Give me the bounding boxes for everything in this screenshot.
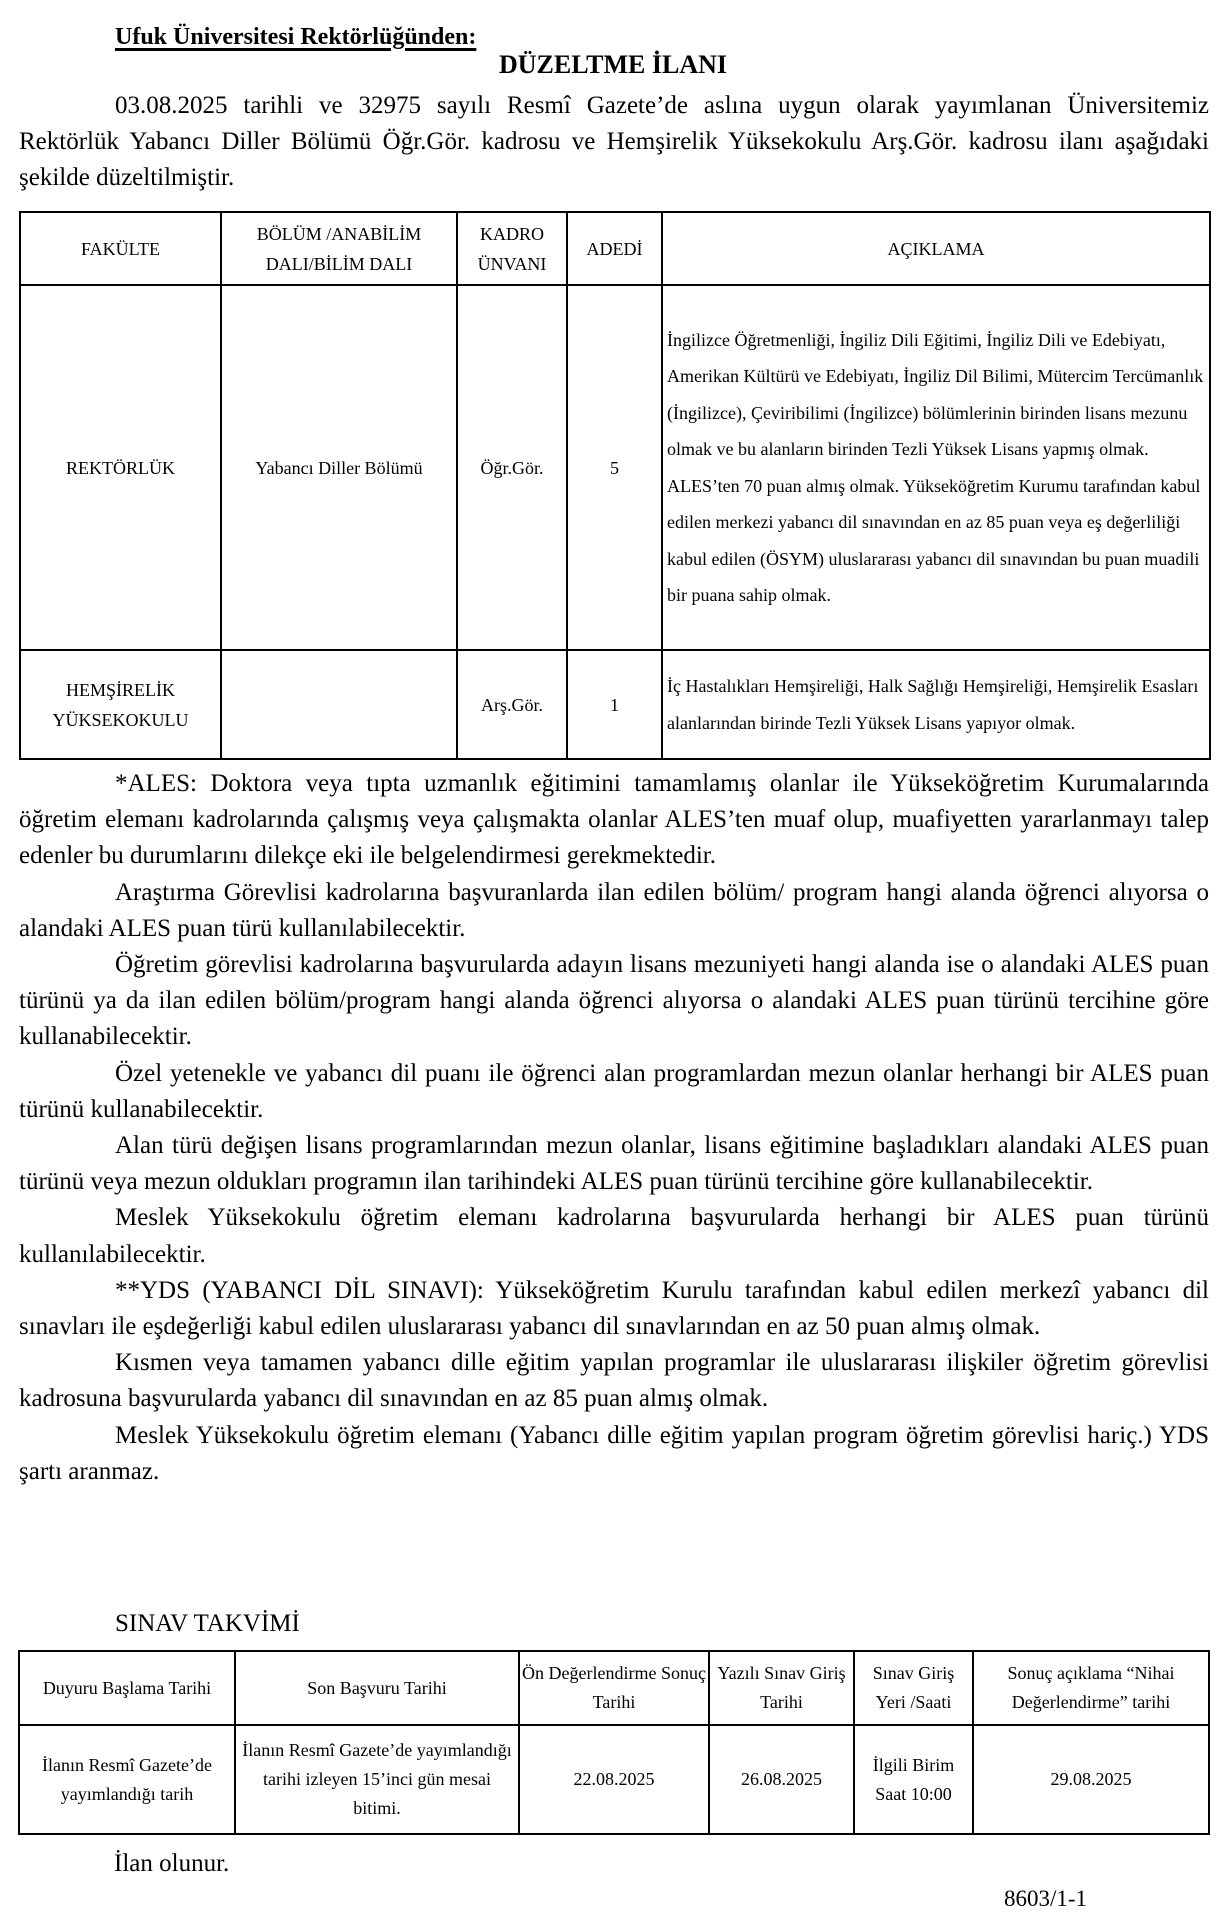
schedule-table [18,1650,1210,1835]
note-field-change: Alan türü değişen lisans programlarından mezun olanlar, lisans eğitimine başladıkları alandaki ALES puan türünü veya mezun oldukları programın ilan tarihindeki ALES puan türünü tercihine göre kullanabilecektir. [19,1132,1209,1196]
cell-department: Yabancı Diller Bölümü [221,285,457,650]
cell-faculty: REKTÖRLÜK [20,285,221,650]
schedule-row [19,1725,1209,1834]
header-application-deadline: Son Başvuru Tarihi [235,1651,519,1725]
note-yds: **YDS (YABANCI DİL SINAVI): Yükseköğretim Kurulu tarafından kabul edilen merkezî yabancı dil sınavları ile eşdeğerliği kabul edilen uluslararası yabancı dil sınavlarından en az 50 puan almış olmak. [19,1276,1209,1341]
cell-faculty: HEMŞİRELİK YÜKSEKOKULU [20,650,221,759]
cell-preliminary-result: 22.08.2025 [519,1725,709,1834]
cell-final-result: 29.08.2025 [973,1725,1209,1834]
note-ales-exemption: *ALES: Doktora veya tıpta uzmanlık eğitimini tamamlamış olanlar ile Yükseköğretim Kurumalarında öğretim elemanı kadrolarında çalışmış veya çalışmakta olanlar ALES’ten muaf olup, muafiyetten yararlanmayı talep edenler bu durumlarını dilekçe eki ile belgelendirmesi gerekmektedir. [19,770,1209,870]
note-vocational-ales: Meslek Yüksekokulu öğretim elemanı kadrolarına başvurularda herhangi bir ALES puan türünü kullanılabilecektir. [19,1204,1209,1268]
header-final-result: Sonuç açıklama “Nihai Değerlendirme” tarihi [973,1651,1209,1725]
header-description: AÇIKLAMA [662,212,1210,285]
schedule-header-row [19,1651,1209,1725]
cell-exam-location-time: İlgili Birim Saat 10:00 [854,1725,973,1834]
cell-count: 5 [567,285,662,650]
cell-title: Arş.Gör. [457,650,567,759]
cell-announcement-start: İlanın Resmî Gazete’de yayımlandığı tarih [19,1725,235,1834]
closing-text: İlan olunur. [114,1850,230,1877]
schedule-title: SINAV TAKVİMİ [115,1610,300,1637]
positions-table [19,211,1211,760]
cell-department [221,650,457,759]
cell-description: İç Hastalıkları Hemşireliği, Halk Sağlığı Hemşireliği, Hemşirelik Esasları alanlarından birinde Tezli Yüksek Lisans yapıyor olmak. [662,650,1210,759]
header-title: KADRO ÜNVANI [457,212,567,285]
header-announcement-start: Duyuru Başlama Tarihi [19,1651,235,1725]
table-row [20,650,1210,759]
header-count: ADEDİ [567,212,662,285]
intro-paragraph: 03.08.2025 tarihli ve 32975 sayılı Resmî Gazete’de aslına uygun olarak yayımlanan Üniversitemiz Rektörlük Yabancı Diller Bölümü Öğr.Gör. kadrosu ve Hemşirelik Yüksekokulu Arş.Gör. kadrosu ilanı aşağıdaki şekilde düzeltilmiştir. [19,92,1209,192]
notes-section [0,766,1226,1490]
note-special-talent: Özel yetenekle ve yabancı dil puanı ile öğrenci alan programlardan mezun olanlar herhangi bir ALES puan türünü kullanabilecektir. [19,1059,1209,1123]
cell-title: Öğr.Gör. [457,285,567,650]
note-lecturer-ales: Öğretim görevlisi kadrolarına başvurularda adayın lisans mezuniyeti hangi alanda ise o alandaki ALES puan türünü ya da ilan edilen bölüm/program hangi alanda öğrenci alıyorsa o alandaki ALES puan türünü tercihine göre kullanabilecektir. [19,951,1209,1051]
header-exam-location-time: Sınav Giriş Yeri /Saati [854,1651,973,1725]
header-department: BÖLÜM /ANABİLİM DALI/BİLİM DALI [221,212,457,285]
cell-count: 1 [567,650,662,759]
header-written-exam: Yazılı Sınav Giriş Tarihi [709,1651,854,1725]
table-row [20,285,1210,650]
cell-application-deadline: İlanın Resmî Gazete’de yayımlandığı tarihi izleyen 15’inci gün mesai bitimi. [235,1725,519,1834]
cell-written-exam: 26.08.2025 [709,1725,854,1834]
note-vocational-yds: Meslek Yüksekokulu öğretim elemanı (Yabancı dille eğitim yapılan program öğretim görevlisi hariç.) YDS şartı aranmaz. [19,1421,1209,1485]
issuer-heading: Ufuk Üniversitesi Rektörlüğünden: [115,24,477,50]
footer-code: 8603/1-1 [1004,1886,1088,1911]
positions-table-header [20,212,1210,285]
note-foreign-language-programs: Kısmen veya tamamen yabancı dille eğitim yapılan programlar ile uluslararası ilişkiler öğretim görevlisi kadrosuna başvurularda yabancı dil sınavından en az 85 puan almış olmak. [19,1349,1209,1413]
note-research-assistant-ales: Araştırma Görevlisi kadrolarına başvuranlarda ilan edilen bölüm/ program hangi alanda öğrenci alıyorsa o alandaki ALES puan türü kullanılabilecektir. [19,878,1209,942]
cell-description: İngilizce Öğretmenliği, İngiliz Dili Eğitimi, İngiliz Dili ve Edebiyatı, Amerikan Kültürü ve Edebiyatı, İngiliz Dil Bilimi, Mütercim Tercümanlık (İngilizce), Çeviribilimi (İngilizce) bölümlerinin birinden lisans mezunu olmak ve bu alanların birinden Tezli Yüksek Lisans yapmış olmak. ALES’ten 70 puan almış olmak. Yükseköğretim Kurumu tarafından kabul edilen merkezi yabancı dil sınavından en az 85 puan veya eş değerliliği kabul edilen (ÖSYM) uluslararası yabancı dil sınavından bu puan muadili bir puana sahip olmak. [662,285,1210,650]
header-faculty: FAKÜLTE [20,212,221,285]
header-preliminary-result: Ön Değerlendirme Sonuç Tarihi [519,1651,709,1725]
notice-title: DÜZELTME İLANI [498,50,728,79]
